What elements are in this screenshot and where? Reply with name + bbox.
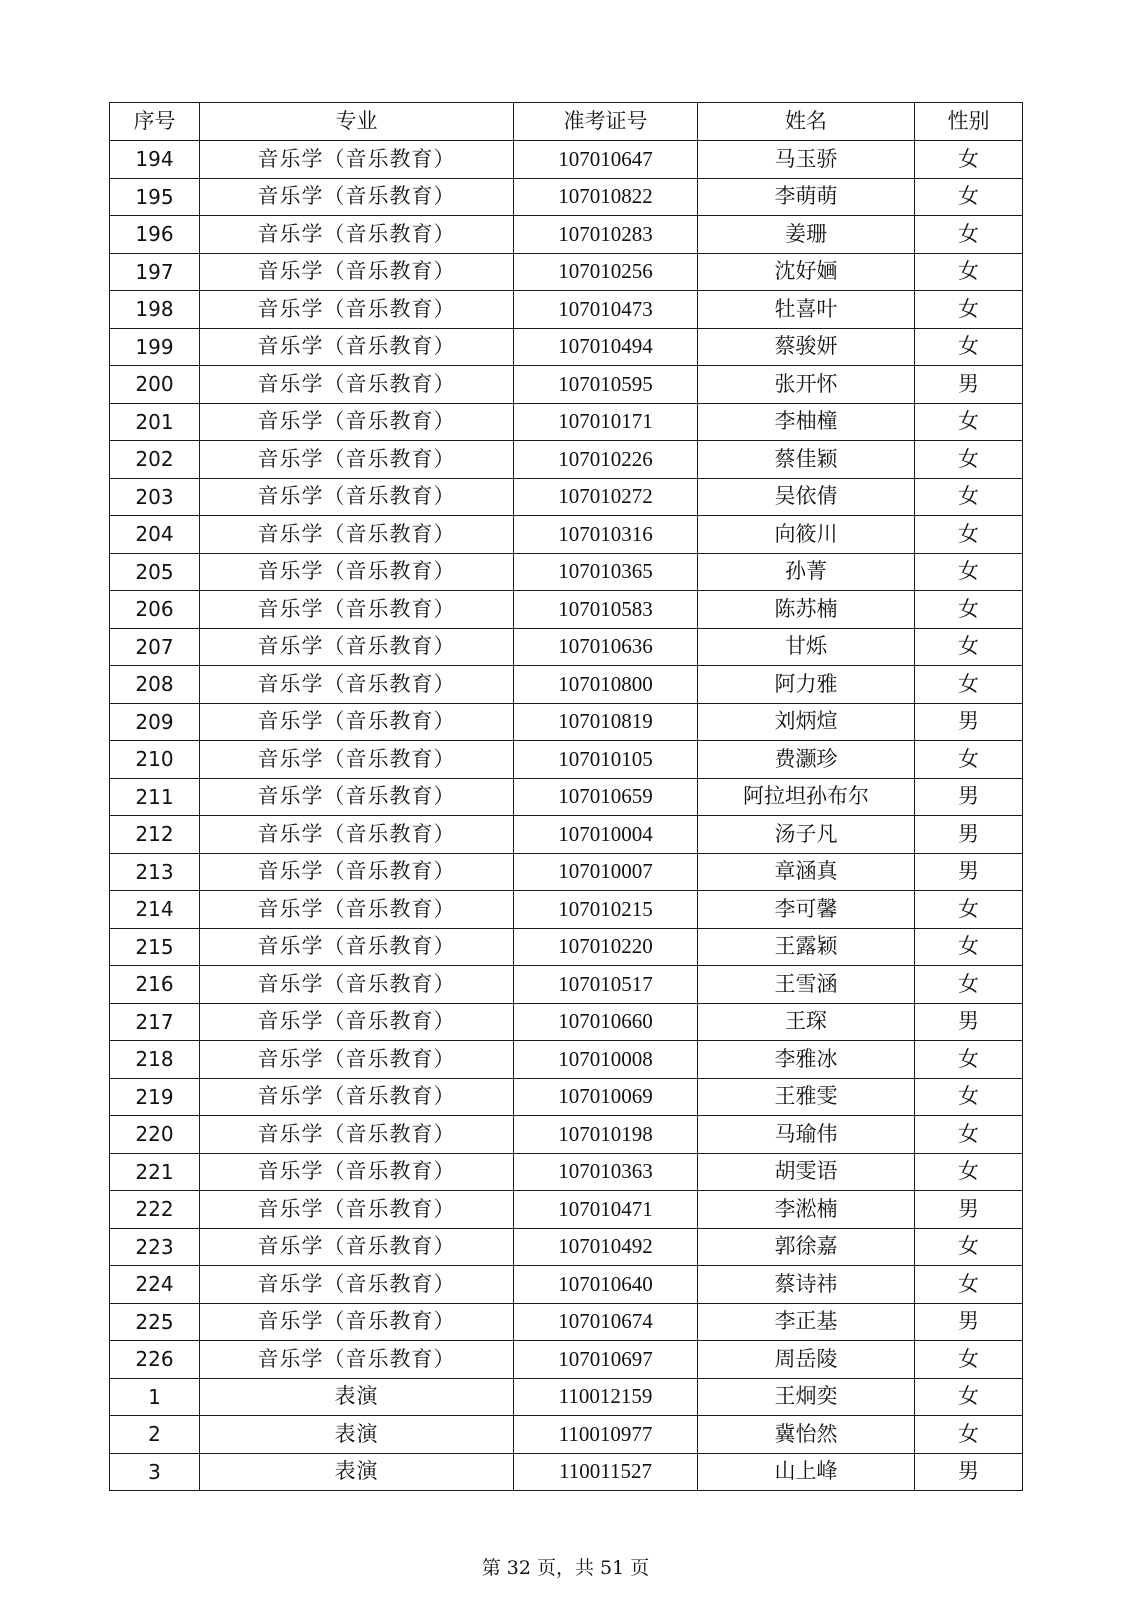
cell-seq: 209 <box>110 703 200 741</box>
cell-exam-no: 107010659 <box>514 778 698 816</box>
cell-seq: 1 <box>110 1378 200 1416</box>
cell-name: 马瑜伟 <box>698 1116 915 1154</box>
cell-seq: 223 <box>110 1228 200 1266</box>
cell-seq: 208 <box>110 666 200 704</box>
cell-major: 音乐学（音乐教育） <box>200 628 514 666</box>
table-row <box>110 853 1023 891</box>
cell-seq: 224 <box>110 1266 200 1304</box>
cell-major: 表演 <box>200 1378 514 1416</box>
cell-seq: 2 <box>110 1416 200 1454</box>
table-row <box>110 366 1023 404</box>
cell-major: 音乐学（音乐教育） <box>200 1116 514 1154</box>
cell-name: 王炯奕 <box>698 1378 915 1416</box>
table-row <box>110 291 1023 329</box>
table-row <box>110 216 1023 254</box>
cell-major: 音乐学（音乐教育） <box>200 1153 514 1191</box>
cell-seq: 225 <box>110 1303 200 1341</box>
cell-gender: 男 <box>915 1191 1023 1229</box>
header-name: 姓名 <box>698 103 915 141</box>
cell-exam-no: 107010283 <box>514 216 698 254</box>
cell-exam-no: 110010977 <box>514 1416 698 1454</box>
cell-major: 音乐学（音乐教育） <box>200 441 514 479</box>
cell-gender: 女 <box>915 1116 1023 1154</box>
table-row <box>110 1341 1023 1379</box>
table-header <box>110 103 1023 141</box>
cell-major: 音乐学（音乐教育） <box>200 291 514 329</box>
cell-gender: 女 <box>915 928 1023 966</box>
cell-gender: 男 <box>915 1453 1023 1491</box>
table-row <box>110 778 1023 816</box>
cell-major: 音乐学（音乐教育） <box>200 778 514 816</box>
cell-seq: 205 <box>110 553 200 591</box>
cell-major: 音乐学（音乐教育） <box>200 216 514 254</box>
cell-major: 音乐学（音乐教育） <box>200 1341 514 1379</box>
table-row <box>110 1266 1023 1304</box>
cell-seq: 212 <box>110 816 200 854</box>
cell-gender: 男 <box>915 853 1023 891</box>
roster-table <box>109 102 1023 1491</box>
cell-exam-no: 107010647 <box>514 141 698 179</box>
cell-gender: 男 <box>915 778 1023 816</box>
cell-major: 音乐学（音乐教育） <box>200 741 514 779</box>
cell-seq: 197 <box>110 253 200 291</box>
table-row <box>110 328 1023 366</box>
cell-major: 音乐学（音乐教育） <box>200 666 514 704</box>
cell-seq: 203 <box>110 478 200 516</box>
cell-seq: 220 <box>110 1116 200 1154</box>
cell-name: 王雅雯 <box>698 1078 915 1116</box>
cell-major: 音乐学（音乐教育） <box>200 591 514 629</box>
cell-exam-no: 107010105 <box>514 741 698 779</box>
table-row <box>110 928 1023 966</box>
cell-major: 音乐学（音乐教育） <box>200 1303 514 1341</box>
cell-seq: 199 <box>110 328 200 366</box>
cell-exam-no: 107010215 <box>514 891 698 929</box>
cell-major: 表演 <box>200 1416 514 1454</box>
cell-name: 李淞楠 <box>698 1191 915 1229</box>
cell-gender: 女 <box>915 141 1023 179</box>
cell-major: 音乐学（音乐教育） <box>200 966 514 1004</box>
cell-seq: 211 <box>110 778 200 816</box>
cell-major: 音乐学（音乐教育） <box>200 816 514 854</box>
cell-seq: 218 <box>110 1041 200 1079</box>
cell-seq: 222 <box>110 1191 200 1229</box>
cell-name: 刘炳煊 <box>698 703 915 741</box>
header-exam-no: 准考证号 <box>514 103 698 141</box>
cell-name: 李可馨 <box>698 891 915 929</box>
cell-gender: 女 <box>915 1266 1023 1304</box>
cell-name: 李正基 <box>698 1303 915 1341</box>
page-footer: 第 32 页，共 51 页 <box>481 1557 650 1579</box>
cell-seq: 194 <box>110 141 200 179</box>
cell-name: 王琛 <box>698 1003 915 1041</box>
cell-exam-no: 107010819 <box>514 703 698 741</box>
cell-gender: 女 <box>915 328 1023 366</box>
cell-seq: 207 <box>110 628 200 666</box>
header-row <box>110 103 1023 141</box>
cell-major: 音乐学（音乐教育） <box>200 1228 514 1266</box>
cell-major: 音乐学（音乐教育） <box>200 928 514 966</box>
cell-name: 马玉骄 <box>698 141 915 179</box>
cell-exam-no: 107010822 <box>514 178 698 216</box>
cell-name: 向筱川 <box>698 516 915 554</box>
table-row <box>110 1303 1023 1341</box>
cell-gender: 女 <box>915 891 1023 929</box>
cell-name: 冀怡然 <box>698 1416 915 1454</box>
cell-name: 牡喜叶 <box>698 291 915 329</box>
cell-major: 音乐学（音乐教育） <box>200 553 514 591</box>
table-row <box>110 403 1023 441</box>
cell-exam-no: 107010494 <box>514 328 698 366</box>
cell-name: 胡雯语 <box>698 1153 915 1191</box>
cell-name: 阿拉坦孙布尔 <box>698 778 915 816</box>
cell-name: 汤子凡 <box>698 816 915 854</box>
cell-name: 王露颖 <box>698 928 915 966</box>
cell-exam-no: 107010069 <box>514 1078 698 1116</box>
cell-gender: 女 <box>915 1041 1023 1079</box>
cell-gender: 女 <box>915 253 1023 291</box>
cell-gender: 女 <box>915 741 1023 779</box>
cell-seq: 202 <box>110 441 200 479</box>
cell-gender: 女 <box>915 1416 1023 1454</box>
cell-name: 山上峰 <box>698 1453 915 1491</box>
cell-major: 音乐学（音乐教育） <box>200 1041 514 1079</box>
cell-gender: 女 <box>915 216 1023 254</box>
header-seq: 序号 <box>110 103 200 141</box>
cell-exam-no: 107010272 <box>514 478 698 516</box>
cell-name: 蔡骏妍 <box>698 328 915 366</box>
table-body <box>110 141 1023 1491</box>
cell-major: 音乐学（音乐教育） <box>200 703 514 741</box>
cell-seq: 210 <box>110 741 200 779</box>
cell-gender: 男 <box>915 1003 1023 1041</box>
cell-exam-no: 110011527 <box>514 1453 698 1491</box>
cell-seq: 200 <box>110 366 200 404</box>
cell-major: 音乐学（音乐教育） <box>200 403 514 441</box>
cell-name: 孙菁 <box>698 553 915 591</box>
cell-gender: 女 <box>915 553 1023 591</box>
cell-name: 陈苏楠 <box>698 591 915 629</box>
cell-gender: 女 <box>915 441 1023 479</box>
table-row <box>110 591 1023 629</box>
cell-seq: 221 <box>110 1153 200 1191</box>
cell-exam-no: 107010595 <box>514 366 698 404</box>
cell-seq: 217 <box>110 1003 200 1041</box>
cell-name: 章涵真 <box>698 853 915 891</box>
cell-gender: 男 <box>915 816 1023 854</box>
table-row <box>110 141 1023 179</box>
table-row <box>110 628 1023 666</box>
table-row <box>110 891 1023 929</box>
cell-gender: 女 <box>915 1153 1023 1191</box>
cell-name: 李柚橦 <box>698 403 915 441</box>
header-major: 专业 <box>200 103 514 141</box>
cell-major: 音乐学（音乐教育） <box>200 253 514 291</box>
table-row <box>110 441 1023 479</box>
cell-seq: 204 <box>110 516 200 554</box>
table-row <box>110 816 1023 854</box>
cell-name: 郭徐嘉 <box>698 1228 915 1266</box>
cell-seq: 195 <box>110 178 200 216</box>
cell-gender: 男 <box>915 1303 1023 1341</box>
cell-seq: 219 <box>110 1078 200 1116</box>
cell-exam-no: 107010636 <box>514 628 698 666</box>
cell-major: 音乐学（音乐教育） <box>200 328 514 366</box>
cell-exam-no: 107010697 <box>514 1341 698 1379</box>
cell-gender: 女 <box>915 178 1023 216</box>
cell-exam-no: 107010007 <box>514 853 698 891</box>
cell-gender: 女 <box>915 1378 1023 1416</box>
cell-seq: 226 <box>110 1341 200 1379</box>
cell-major: 音乐学（音乐教育） <box>200 141 514 179</box>
table-row <box>110 1078 1023 1116</box>
cell-gender: 女 <box>915 403 1023 441</box>
cell-gender: 女 <box>915 1341 1023 1379</box>
cell-seq: 213 <box>110 853 200 891</box>
cell-exam-no: 107010640 <box>514 1266 698 1304</box>
cell-exam-no: 107010220 <box>514 928 698 966</box>
cell-name: 周岳陵 <box>698 1341 915 1379</box>
table-row <box>110 1191 1023 1229</box>
table-row <box>110 553 1023 591</box>
table-row <box>110 478 1023 516</box>
cell-name: 费灏珍 <box>698 741 915 779</box>
table-row <box>110 1041 1023 1079</box>
cell-exam-no: 107010198 <box>514 1116 698 1154</box>
cell-exam-no: 107010583 <box>514 591 698 629</box>
cell-gender: 女 <box>915 1078 1023 1116</box>
table-row <box>110 1378 1023 1416</box>
cell-name: 阿力雅 <box>698 666 915 704</box>
table-row <box>110 1453 1023 1491</box>
cell-name: 甘烁 <box>698 628 915 666</box>
cell-name: 吴依倩 <box>698 478 915 516</box>
cell-seq: 196 <box>110 216 200 254</box>
cell-name: 蔡佳颖 <box>698 441 915 479</box>
cell-name: 王雪涵 <box>698 966 915 1004</box>
cell-gender: 男 <box>915 366 1023 404</box>
table-row <box>110 1416 1023 1454</box>
cell-gender: 女 <box>915 478 1023 516</box>
cell-major: 音乐学（音乐教育） <box>200 891 514 929</box>
cell-name: 蔡诗祎 <box>698 1266 915 1304</box>
cell-exam-no: 107010473 <box>514 291 698 329</box>
cell-gender: 女 <box>915 516 1023 554</box>
cell-exam-no: 107010492 <box>514 1228 698 1266</box>
table-row <box>110 178 1023 216</box>
table-row <box>110 1003 1023 1041</box>
table-row <box>110 741 1023 779</box>
table-row <box>110 703 1023 741</box>
cell-major: 音乐学（音乐教育） <box>200 1078 514 1116</box>
cell-seq: 3 <box>110 1453 200 1491</box>
cell-major: 音乐学（音乐教育） <box>200 178 514 216</box>
cell-name: 张开怀 <box>698 366 915 404</box>
cell-gender: 女 <box>915 591 1023 629</box>
table-row <box>110 253 1023 291</box>
cell-gender: 女 <box>915 291 1023 329</box>
cell-seq: 206 <box>110 591 200 629</box>
table-row <box>110 1228 1023 1266</box>
table-row <box>110 1116 1023 1154</box>
cell-name: 沈好婳 <box>698 253 915 291</box>
cell-exam-no: 107010256 <box>514 253 698 291</box>
cell-gender: 女 <box>915 966 1023 1004</box>
cell-exam-no: 107010471 <box>514 1191 698 1229</box>
cell-major: 音乐学（音乐教育） <box>200 516 514 554</box>
cell-gender: 女 <box>915 628 1023 666</box>
cell-name: 李雅冰 <box>698 1041 915 1079</box>
cell-gender: 男 <box>915 703 1023 741</box>
cell-major: 表演 <box>200 1453 514 1491</box>
cell-exam-no: 107010674 <box>514 1303 698 1341</box>
cell-seq: 201 <box>110 403 200 441</box>
cell-exam-no: 107010171 <box>514 403 698 441</box>
cell-exam-no: 107010226 <box>514 441 698 479</box>
cell-major: 音乐学（音乐教育） <box>200 1003 514 1041</box>
table-row <box>110 1153 1023 1191</box>
cell-exam-no: 107010008 <box>514 1041 698 1079</box>
cell-exam-no: 107010316 <box>514 516 698 554</box>
table-row <box>110 516 1023 554</box>
header-gender: 性别 <box>915 103 1023 141</box>
cell-exam-no: 107010517 <box>514 966 698 1004</box>
cell-major: 音乐学（音乐教育） <box>200 478 514 516</box>
table-row <box>110 966 1023 1004</box>
cell-name: 李萌萌 <box>698 178 915 216</box>
cell-gender: 女 <box>915 666 1023 704</box>
cell-major: 音乐学（音乐教育） <box>200 1191 514 1229</box>
cell-name: 姜珊 <box>698 216 915 254</box>
cell-major: 音乐学（音乐教育） <box>200 853 514 891</box>
cell-exam-no: 107010365 <box>514 553 698 591</box>
cell-exam-no: 107010800 <box>514 666 698 704</box>
cell-seq: 214 <box>110 891 200 929</box>
cell-exam-no: 107010363 <box>514 1153 698 1191</box>
cell-seq: 198 <box>110 291 200 329</box>
cell-major: 音乐学（音乐教育） <box>200 1266 514 1304</box>
cell-seq: 216 <box>110 966 200 1004</box>
cell-exam-no: 110012159 <box>514 1378 698 1416</box>
cell-seq: 215 <box>110 928 200 966</box>
cell-major: 音乐学（音乐教育） <box>200 366 514 404</box>
table-row <box>110 666 1023 704</box>
cell-exam-no: 107010660 <box>514 1003 698 1041</box>
cell-exam-no: 107010004 <box>514 816 698 854</box>
cell-gender: 女 <box>915 1228 1023 1266</box>
